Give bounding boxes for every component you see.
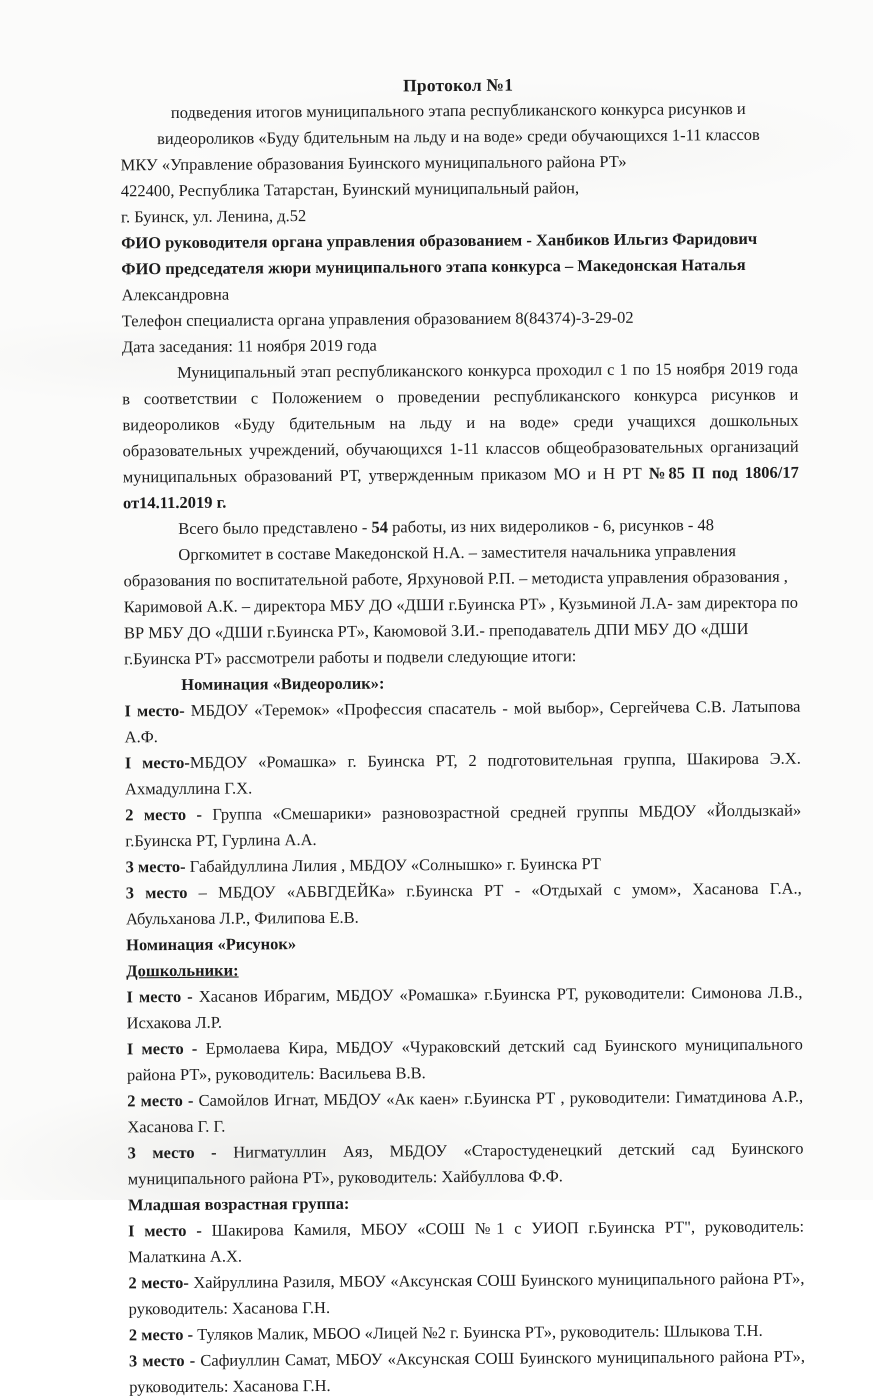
jury-fio-line <box>121 252 797 309</box>
group-junior-heading: Младшая возрастная группа: <box>127 1193 350 1215</box>
entry-text: Сафиуллин Самат, МБОУ «Аксунская СОШ Буинского муниципального района РТ», руководитель: Хасанова Г.Н. <box>129 1346 806 1397</box>
section-video-heading: Номинация «Видеоролик»: <box>181 673 385 694</box>
entry-text: Группа «Смешарики» разновозрастной средней группы МБДОУ «Йолдызкай» г.Буинска РТ, Гурлина А.А. <box>125 800 802 851</box>
place-label: 3 место - <box>128 1350 201 1371</box>
group-preschool-heading: Дошкольники: <box>126 960 239 981</box>
committee-paragraph: Оргкомитет в составе Македонской Н.А. – заместителя начальника управления образования по воспитательной работе, Ярхуновой Р.П. – методиста управления образования , Каримовой А.К. – директора МБУ ДО «ДШИ г.Буинска РТ» , Кузьминой Л.А- зам директора по ВР МБУ ДО «ДШИ г.Буинска РТ», Каюмовой З.И.- преподаватель ДПИ МБУ ДО «ДШИ г.Буинска РТ» рассмотрели работы и подвели следующие итоги: <box>123 541 799 669</box>
entry-text: Туляков Малик, МБОО «Лицей №2 г. Буинска РТ», руководитель: Шлыкова Т.Н. <box>197 1320 763 1344</box>
entry-text: МБДОУ «Теремок» «Профессия спасатель - мой выбор», Сергейчева С.В. Латыпова А.Ф. <box>124 696 801 747</box>
totals-pre: Всего было представлено - <box>178 517 372 538</box>
section-drawing-heading: Номинация «Рисунок» <box>126 934 297 955</box>
entry-text: Хайруллина Разиля, МБОУ «Аксунская СОШ Буинского муниципального района РТ», руководитель: Хасанова Г.Н. <box>128 1268 805 1319</box>
place-label: I место - <box>126 986 199 1007</box>
document-title: Протокол №1 <box>402 74 514 96</box>
entry-text: Нигматуллин Аяз, МБДОУ «Старостуденецкий детский сад Буинского муниципального района РТ», руководитель: Хайбуллова Ф.Ф. <box>127 1138 804 1189</box>
entry-text: Габайдуллина Лилия , МБДОУ «Солнышко» г. Буинска РТ <box>185 854 602 876</box>
place-label: 3 место- <box>125 856 186 877</box>
order-number-text: №85 П под 1806/17 от14.11.2019 г. <box>122 462 799 513</box>
intro-text: Муниципальный этап республиканского конкурса проходил с 1 по 15 ноября 2019 года в соответствии с Положением о проведении республиканского конкурса рисунков и видеороликов «Буду бдительным на льду и на воде» среди учащихся дошкольных образовательных учреждений, обучающихся 1-11 классов общеобразовательных организаций муниципальных образований РТ, утвержденным приказом МО и Н РТ <box>122 358 799 487</box>
entry-text: МБДОУ «Ромашка» г. Буинска РТ, 2 подготовительная группа, Шакирова Э.Х. Ахмадуллина Г.Х. <box>124 748 801 799</box>
place-label: 3 место - <box>127 1142 234 1163</box>
entry-text: Самойлов Игнат, МБДОУ «Ак каен» г.Буинска РТ , руководители: Гиматдинова А.Р., Хасанова Г. Г. <box>127 1086 804 1137</box>
award-entry-video-1 <box>124 694 800 751</box>
organization-line: МКУ «Управление образования Буинского муниципального района РТ» <box>120 151 627 175</box>
head-fio-line: ФИО руководителя органа управления образованием - Ханбиков Ильгиз Фаридович <box>121 228 758 253</box>
meeting-date-line: Дата заседания: 11 ноября 2019 года <box>121 335 377 357</box>
place-label: 2 место- <box>128 1272 194 1293</box>
totals-post: работы, из них видероликов - 6, рисунков - 48 <box>387 515 715 537</box>
award-entry-video-2 <box>125 746 801 803</box>
entry-text: Шакирова Камиля, МБОУ «СОШ №1 с УИОП г.Буинска РТ", руководитель: Малаткина А.Х. <box>128 1216 805 1267</box>
award-entry-preschool-3 <box>127 1084 803 1141</box>
place-label: 2 место - <box>125 804 213 825</box>
entry-text: Хасанов Ибрагим, МБДОУ «Ромашка» г.Буинска РТ, руководители: Симонова Л.В., Исхакова Л.Р. <box>126 982 803 1033</box>
document-content <box>120 70 805 1400</box>
award-entry-junior-2 <box>128 1266 804 1323</box>
address-line-2: г. Буинск, ул. Ленина, д.52 <box>120 206 307 227</box>
award-entry-junior-1 <box>128 1214 804 1271</box>
award-entry-preschool-2 <box>127 1032 803 1089</box>
place-label: 3 место <box>125 882 188 903</box>
entry-text: – МБДОУ «АБВГДЕЙКа» г.Буинска РТ - «Отдыхай с умом», Хасанова Г.А., Абульханова Л.Р., Филипова Е.В. <box>125 878 802 929</box>
award-entry-preschool-4 <box>127 1136 803 1193</box>
place-label: 2 место - <box>128 1324 198 1345</box>
phone-line: Телефон специалиста органа управления образованием 8(84374)-3-29-02 <box>121 307 634 331</box>
award-entry-video-5 <box>126 876 802 933</box>
award-entry-preschool-1 <box>126 980 802 1037</box>
place-label: I место - <box>128 1220 212 1241</box>
totals-count: 54 <box>371 517 389 537</box>
jury-fio-bold-part: ФИО председателя жюри муниципального этапа конкурса – Македонская Наталья <box>121 254 746 279</box>
entry-text: Ермолаева Кира, МБДОУ «Чураковский детский сад Буинского муниципального района РТ», руководитель: Васильева В.В. <box>126 1034 803 1085</box>
place-label: I место- <box>124 700 185 721</box>
intro-paragraph <box>122 356 799 517</box>
place-label: I место - <box>126 1038 206 1059</box>
award-entry-video-3 <box>125 798 801 855</box>
document-subtitle: подведения итогов муниципального этапа республиканского конкурса рисунков и видеороликов «Буду бдительным на льду и на воде» среди обучающихся 1-11 классов <box>157 98 760 149</box>
address-line-1: 422400, Республика Татарстан, Буинский муниципальный район, <box>120 178 580 201</box>
place-label: I место- <box>124 752 190 773</box>
award-entry-junior-4 <box>129 1344 805 1400</box>
jury-fio-rest-part: Александровна <box>121 284 230 305</box>
place-label: 2 место - <box>127 1090 199 1111</box>
